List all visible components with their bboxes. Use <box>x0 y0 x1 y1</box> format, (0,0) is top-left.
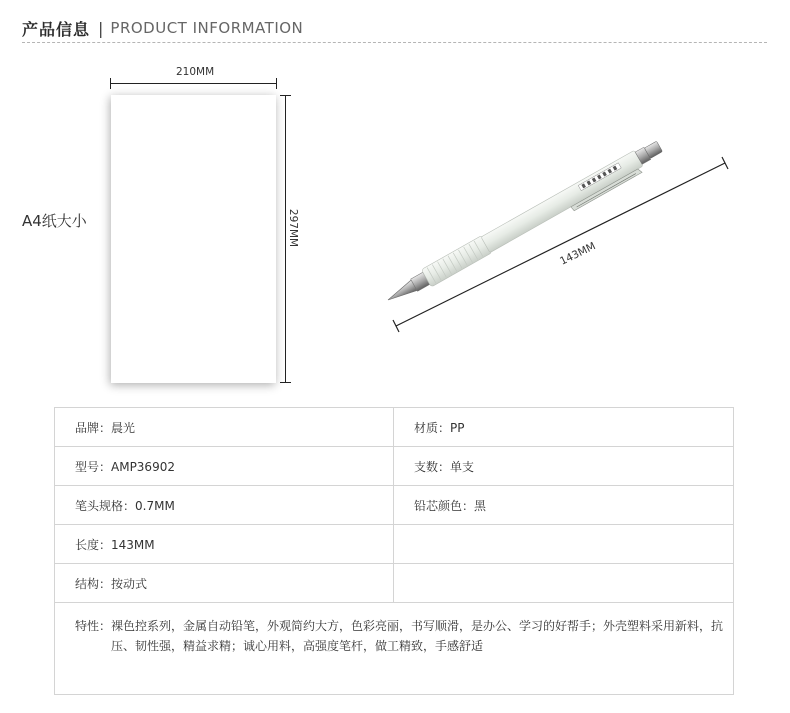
paper-height-tick-bottom <box>280 382 291 383</box>
spec-lead-color: 铅芯颜色：黑 <box>394 486 734 525</box>
spec-empty-cell <box>394 564 734 603</box>
table-row <box>55 447 734 486</box>
paper-height-tick-top <box>280 95 291 96</box>
spec-structure: 结构：按动式 <box>55 564 394 603</box>
table-row <box>55 564 734 603</box>
spec-length: 长度：143MM <box>55 525 394 564</box>
table-row-features <box>55 603 734 695</box>
spec-brand: 品牌：晨光 <box>55 408 394 447</box>
mechanical-pencil-image <box>380 120 740 340</box>
paper-width-tick-left <box>110 78 111 89</box>
spec-model: 型号：AMP36902 <box>55 447 394 486</box>
paper-width-tick-right <box>276 78 277 89</box>
table-row <box>55 486 734 525</box>
a4-paper-illustration <box>111 95 276 383</box>
spec-tip-size: 笔头规格：0.7MM <box>55 486 394 525</box>
paper-size-label: A4纸大小 <box>22 212 87 230</box>
paper-height-dimension-line <box>285 95 286 383</box>
paper-width-label: 210MM <box>176 66 215 78</box>
paper-width-dimension-line <box>110 83 277 84</box>
header-divider <box>22 42 767 43</box>
section-header <box>22 17 303 39</box>
table-row <box>55 525 734 564</box>
spec-table <box>54 407 734 695</box>
features-key: 特性： <box>75 619 112 633</box>
features-text: 裸色控系列，金属自动铅笔，外观简约大方，色彩亮丽，书写顺滑，是办公、学习的好帮手；外壳塑料采用新料，抗压、韧性强，精益求精；诚心用料，高强度笔杆，做工精致，手感舒适 <box>111 619 724 653</box>
title-separator: | <box>98 18 104 38</box>
paper-height-label: 297MM <box>287 208 300 248</box>
spec-quantity: 支数：单支 <box>394 447 734 486</box>
section-title-cn: 产品信息 <box>22 19 91 39</box>
spec-empty-cell <box>394 525 734 564</box>
spec-features <box>55 603 734 695</box>
spec-material: 材质：PP <box>394 408 734 447</box>
section-title-en: PRODUCT INFORMATION <box>110 19 304 37</box>
table-row <box>55 408 734 447</box>
pen-length-label: 143MM <box>558 240 598 268</box>
